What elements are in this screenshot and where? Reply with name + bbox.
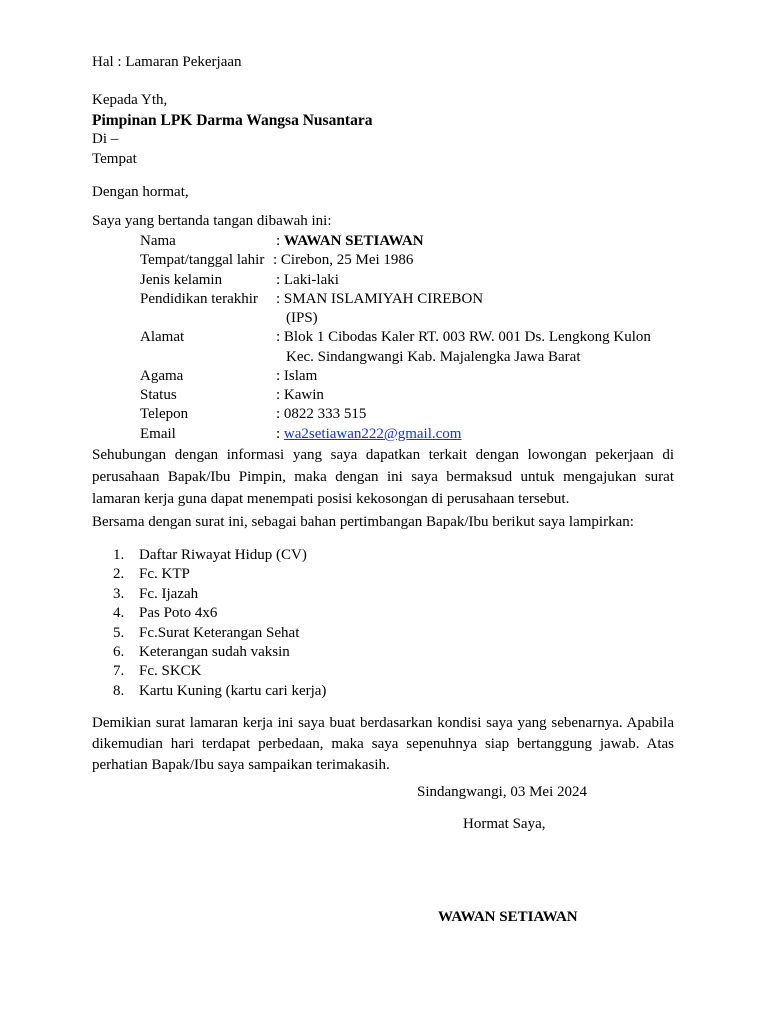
education-label: Pendidikan terakhir	[140, 291, 258, 307]
education-value: : SMAN ISLAMIYAH CIREBON	[276, 291, 484, 307]
attachment-number: 4.	[113, 605, 125, 622]
signature-name: WAWAN SETIAWAN	[438, 909, 578, 925]
phone-label: Telepon	[140, 406, 189, 422]
attachment-text: Fc. KTP	[139, 566, 190, 583]
subject-line: Hal : Lamaran Pekerjaan	[92, 54, 242, 70]
attachment-number: 2.	[113, 566, 125, 583]
attachment-text: Fc. SKCK	[139, 663, 202, 680]
religion-label: Agama	[140, 368, 184, 384]
paragraph-closing	[92, 713, 674, 776]
status-value: : Kawin	[276, 387, 324, 403]
recipient-greeting: Kepada Yth,	[92, 92, 168, 108]
birth-value: : Cirebon, 25 Mei 1986	[273, 252, 414, 268]
attachment-text: Fc.Surat Keterangan Sehat	[139, 624, 300, 641]
recipient-place: Tempat	[92, 151, 137, 167]
religion-value: : Islam	[276, 368, 318, 384]
attachment-number: 3.	[113, 585, 125, 602]
email-value: : wa2setiawan222@gmail.com	[276, 426, 462, 442]
paragraph-closing-text: Demikian surat lamaran kerja ini saya buat berdasarkan kondisi saya yang sebenarnya. Apabila dikemudian hari terdapat perbedaan, maka saya sepenuhnya siap bertanggung jawab. Atas perhatian Bapak/Ibu saya sampaikan terimakasih.	[92, 715, 674, 773]
attachment-text: Kartu Kuning (kartu cari kerja)	[139, 682, 327, 699]
attachment-text: Pas Poto 4x6	[139, 605, 218, 622]
place-date: Sindangwangi, 03 Mei 2024	[417, 784, 587, 800]
status-label: Status	[140, 387, 177, 403]
attachment-number: 6.	[113, 644, 125, 660]
salutation: Dengan hormat,	[92, 184, 189, 200]
gender-value: : Laki-laki	[276, 272, 339, 288]
email-label: Email	[140, 426, 176, 442]
intro-text: Saya yang bertanda tangan dibawah ini:	[92, 213, 332, 229]
paragraph-interest	[92, 444, 674, 510]
attachment-text: Keterangan sudah vaksin	[139, 644, 290, 660]
attachment-number: 8.	[113, 682, 125, 699]
address-value-2: Kec. Sindangwangi Kab. Majalengka Jawa Barat	[286, 349, 581, 365]
gender-label: Jenis kelamin	[140, 272, 223, 288]
birth-label: Tempat/tanggal lahir	[140, 252, 265, 268]
attachment-text: Fc. Ijazah	[139, 585, 199, 602]
name-value-text: WAWAN SETIAWAN	[283, 233, 424, 249]
name-label: Nama	[140, 233, 176, 249]
paragraph-attachments-intro: Bersama dengan surat ini, sebagai bahan pertimbangan Bapak/Ibu berikut saya lampirkan:	[92, 514, 634, 530]
paragraph-interest-text: Sehubungan dengan informasi yang saya dapatkan terkait dengan lowongan pekerjaan di perusahaan Bapak/Ibu Pimpin, maka dengan ini saya bermaksud untuk mengajukan surat lamaran kerja guna dapat menempati posisi kekosongan di perusahaan tersebut.	[92, 447, 674, 507]
address-value: : Blok 1 Cibodas Kaler RT. 003 RW. 001 Ds. Lengkong Kulon	[276, 329, 651, 345]
recipient-di: Di –	[92, 131, 119, 147]
name-value: : WAWAN SETIAWAN	[276, 233, 424, 249]
recipient-name: Pimpinan LPK Darma Wangsa Nusantara	[92, 112, 373, 129]
address-label: Alamat	[140, 329, 185, 345]
email-link[interactable]: wa2setiawan222@gmail.com	[283, 426, 462, 442]
attachment-number: 1.	[113, 547, 125, 563]
attachment-text: Daftar Riwayat Hidup (CV)	[139, 547, 307, 563]
education-value-2: (IPS)	[286, 310, 318, 326]
regards: Hormat Saya,	[463, 816, 546, 832]
attachment-number: 7.	[113, 663, 125, 680]
attachment-number: 5.	[113, 624, 125, 641]
phone-value: : 0822 333 515	[276, 406, 367, 422]
